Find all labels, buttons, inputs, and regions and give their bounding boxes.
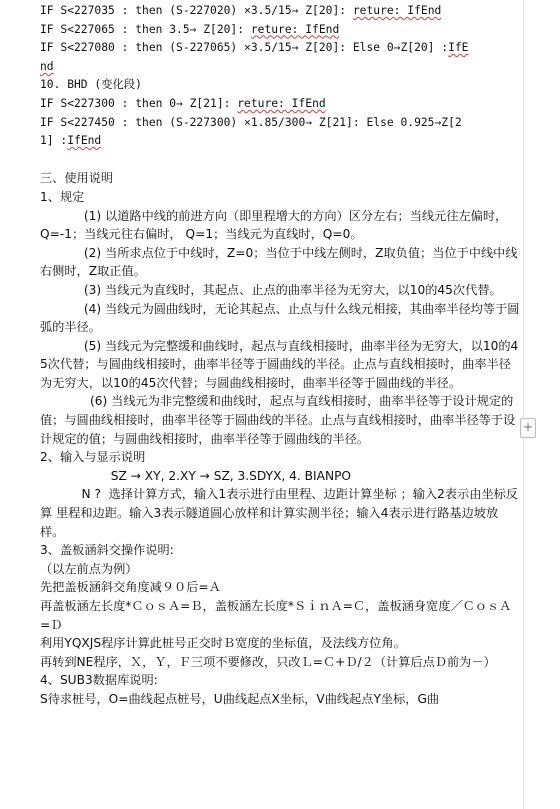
spellcheck-underlined-text: IfE (448, 41, 469, 55)
code-line (40, 132, 520, 151)
text-line: 2、输入与显示说明 (40, 450, 146, 465)
paragraph: (6) 当线元为非完整缓和曲线时，起点与直线相接时，曲率半径等于设计规定的值；与圆曲线相接时，曲率半径等于圆曲线的半径。止点与直线相接时，曲率半径等于设计规定的值；与圆曲线相接时，曲率半径等于圆曲线的半径。 (40, 394, 516, 446)
text-line: 三、使用说明 (40, 171, 114, 186)
blank-line (40, 151, 520, 170)
expand-button[interactable]: + (520, 418, 536, 438)
text-line: （以左前点为例） (40, 561, 138, 576)
text-line: 3、盖板涵斜交操作说明: (40, 543, 174, 558)
code-line (40, 21, 520, 40)
text-line: 再盖板涵左长度*ＣｏｓＡ=Ｂ，盖板涵左长度*ＳｉｎＡ=Ｃ，盖板涵身宽度／ＣｏｓＡ=Ｄ (40, 599, 512, 632)
code-text: IF S<227080 : then (S-227065) ×3.5/15→ Z[20]: Else 0→Z[20] : (40, 41, 449, 55)
code-line (40, 58, 520, 77)
paragraph: (1) 以道路中线的前进方向（即里程增大的方向）区分左右；当线元往左偏时， Q=-1；当线元往右偏时， Q=1；当线元为直线时，Q=0。 (40, 208, 512, 242)
menu-options-line: SZ → XY, 2.XY → SZ, 3.SDYX, 4. BIANPO (110, 468, 352, 483)
paragraph: (2) 当所求点位于中线时，Z=0；当位于中线左侧时，Z取负值；当位于中线中线右侧时，Z取正值。 (40, 245, 518, 279)
document-body (40, 2, 520, 709)
code-line (40, 39, 520, 58)
code-text: IF S<227065 : then 3.5→ Z[20]: (40, 22, 251, 36)
code-text: 1] : (40, 134, 68, 148)
spellcheck-underlined-text: IfEnd (67, 134, 102, 148)
code-text: IF S<227035 : then (S-227020) ×3.5/15→ Z[20]: (40, 4, 353, 17)
code-line (40, 114, 520, 133)
code-line (40, 95, 520, 114)
paragraph: (3) 当线元为直线时，其起点、止点的曲率半径为无穷大，以10的45次代替。 (83, 282, 502, 297)
text-line: 再转到NE程序，Ｘ，Ｙ，Ｆ三项不要修改，只改Ｌ=Ｃ+Ｄ/２（计算后点Ｄ前为－） (40, 654, 496, 669)
code-text: IF S<227300 : then 0→ Z[21]: (40, 96, 238, 110)
spellcheck-underlined-text: nd (40, 59, 54, 73)
spellcheck-underlined-text: reture: IfEnd (237, 96, 326, 110)
code-text: IF S<227450 : then (S-227300) ×1.85/300→ Z[21]: Else 0.925→Z[2 (40, 115, 462, 129)
paragraph: (5) 当线元为完整缓和曲线时，起点与直线相接时，曲率半径为无穷大，以10的45次代替；与圆曲线相接时，曲率半径等于圆曲线的半径。止点与直线相接时，曲率半径为无穷大，以10的45次代替；与圆曲线相接时，曲率半径等于圆曲线的半径。 (40, 338, 519, 390)
text-line: 1、规定 (40, 189, 85, 204)
text-line: 4、SUB3数据库说明: (40, 673, 158, 688)
spellcheck-underlined-text: reture: IfEnd (352, 4, 442, 17)
text-line: 先把盖板涵斜交角度减９０后=Ａ (40, 580, 221, 595)
text-line: S待求桩号，O=曲线起点桩号，U曲线起点X坐标，V曲线起点Y坐标，G曲 (40, 691, 440, 706)
paragraph: N ? 选择计算方式，输入1表示进行由里程、边距计算坐标 ；输入2表示由坐标反算 里程和边距。输入3表示隧道圆心放样和计算实测半径；输入4表示进行路基边坡放样。 (40, 487, 519, 539)
code-text: 10. BHD (变化段) (40, 78, 142, 92)
code-line (40, 2, 520, 21)
spellcheck-underlined-text: reture: IfEnd (250, 22, 340, 36)
page-margin (523, 0, 560, 809)
code-line (40, 76, 520, 95)
text-line: 利用YQXJS程序计算此桩号正交时Ｂ宽度的坐标值，及法线方位角。 (40, 636, 406, 651)
paragraph: (4) 当线元为圆曲线时，无论其起点、止点与什么线元相接，其曲率半径均等于圆弧的半径。 (40, 301, 520, 335)
